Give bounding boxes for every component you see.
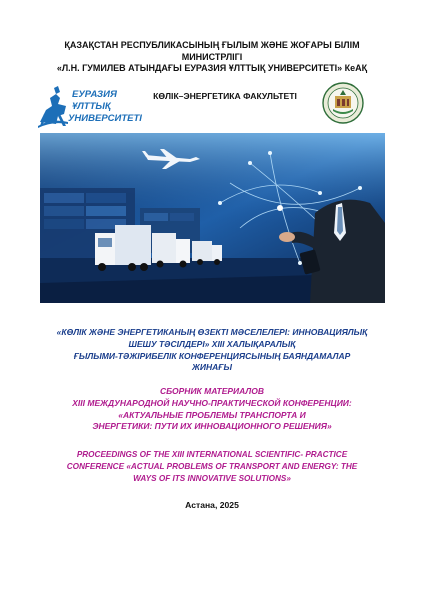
title-en-line-2: CONFERENCE «ACTUAL PROBLEMS OF TRANSPORT AND ENERGY: THE [66,461,358,471]
title-kz-line-3: ҒЫЛЫМИ-ТӘЖІРИБЕЛІК КОНФЕРЕНЦИЯСЫНЫҢ БАЯНДАМАЛАР [73,350,351,361]
title-kz-line-1: «КӨЛІК ЖӘНЕ ЭНЕРГЕТИКАНЫҢ ӨЗЕКТІ МӘСЕЛЕЛЕРІ: ИННОВАЦИЯЛЫҚ [56,327,368,337]
title-kazakh [22,327,402,374]
ministry-header [20,40,404,75]
ministry-line-1: ҚАЗАҚСТАН РЕСПУБЛИКАСЫНЫҢ ҒЫЛЫМ ЖӘНЕ ЖОҒАРЫ БІЛІМ [64,40,360,50]
logo-text-line-1: ЕУРАЗИЯ [72,89,117,100]
title-russian [22,386,402,433]
title-ru-line-3: «АКТУАЛЬНЫЕ ПРОБЛЕМЫ ТРАНСПОРТА И [118,409,306,420]
logo-text-line-2: ҰЛТТЫҚ [72,101,111,112]
title-kz-line-4: ЖИНАҒЫ [192,362,232,373]
title-ru-line-2: XIII МЕЖДУНАРОДНОЙ НАУЧНО-ПРАКТИЧЕСКОЙ КОНФЕРЕНЦИИ: [72,397,352,408]
title-ru-line-1: СБОРНИК МАТЕРИАЛОВ [159,386,264,396]
title-kz-line-2: ШЕШУ ТӘСІЛДЕРІ» XIII ХАЛЫҚАРАЛЫҚ [128,338,296,349]
ministry-line-2: МИНИСТРЛІГІ [181,51,243,62]
title-ru-line-4: ЭНЕРГЕТИКИ: ПУТИ ИХ ИННОВАЦИОННОГО РЕШЕНИЯ» [92,421,332,432]
university-logo-icon [38,84,142,128]
faculty-name: КӨЛІК–ЭНЕРГЕТИКА ФАКУЛЬТЕТІ [153,91,297,101]
ministry-line-3: «Л.Н. ГУМИЛЕВ АТЫНДАҒЫ ЕУРАЗИЯ ҰЛТТЫҚ УНИВЕРСИТЕТІ» КеАҚ [56,63,368,73]
faculty-emblem-icon [322,82,364,124]
title-en-line-1: PROCEEDINGS OF THE XIII INTERNATIONAL SCIENTIFIC- PRACTICE [76,450,348,459]
hero-image [40,133,385,303]
city-year: Астана, 2025 [185,500,239,510]
title-en-line-3: WAYS OF ITS INNOVATIVE SOLUTIONS» [133,473,291,483]
title-english [22,449,402,484]
logo-text-line-3: УНИВЕРСИТЕТІ [68,113,142,124]
